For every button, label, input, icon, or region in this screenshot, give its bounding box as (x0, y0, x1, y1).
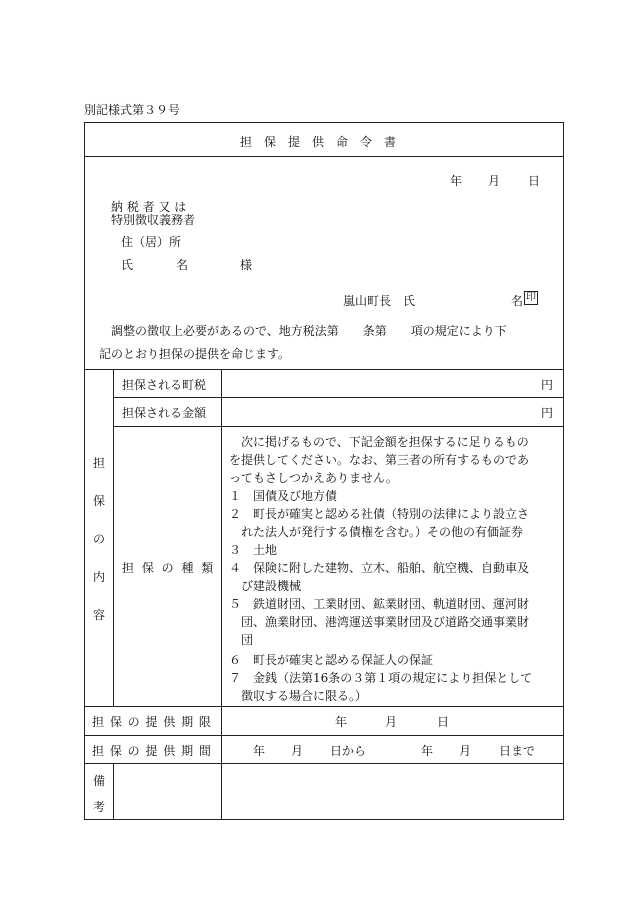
honorific: 様 (240, 258, 253, 272)
name-label: 氏 (121, 258, 134, 272)
collateral-line: 団、漁業財団、港湾運送事業財団及び道路交通事業財 (229, 615, 530, 629)
collateral-line: ６ 町長が確実と認める保証人の保証 (229, 653, 434, 667)
date-day: 日 (528, 174, 541, 188)
collateral-line: ３ 土地 (229, 543, 278, 557)
collateral-type-label: 担 保 の 種 類 (122, 561, 216, 575)
issuer-title: 嵐山町長 氏 (343, 294, 416, 308)
address-label: 住（居）所 (121, 235, 182, 249)
secured-tax-unit: 円 (541, 378, 554, 392)
period-month-1: 月 (291, 744, 304, 758)
remarks-label: 備 (92, 774, 105, 788)
body-line-1: 調整の徴収上必要があるので、地方税法第 条第 項の規定により下 (111, 324, 507, 338)
collateral-line: れた法人が発行する債権を含む。）その他の有価証券 (229, 525, 524, 539)
section-divider (113, 763, 114, 820)
recipient-line2: 特別徴収義務者 (111, 213, 196, 227)
section-label-char: 内 (92, 570, 105, 584)
collateral-line: ７ 金銭（法第16条の３第１項の規定により担保として (229, 671, 533, 685)
deadline-year: 年 (335, 715, 348, 729)
row-divider (84, 763, 564, 764)
row-divider (84, 706, 564, 707)
deadline-month: 月 (385, 715, 398, 729)
row-divider (84, 735, 564, 736)
name-label-2: 名 (176, 258, 189, 272)
secured-amount-unit: 円 (541, 406, 554, 420)
date-year: 年 (450, 174, 463, 188)
collateral-line: 徴収する場合に限る。） (229, 689, 368, 703)
deadline-day: 日 (437, 715, 450, 729)
label-divider (221, 369, 222, 820)
collateral-line: ってもさしつかえありません。 (229, 471, 398, 485)
section-label-char: 担 (92, 456, 105, 470)
collateral-line: ２ 町長が確実と認める社債（特別の法律により設立さ (229, 507, 530, 521)
row-divider (113, 426, 564, 427)
body-line-2: 記のとおり担保の提供を命じます。 (99, 347, 291, 361)
form-number: 別記様式第３９号 (84, 103, 181, 117)
recipient-line1: 納 税 者 又 は (111, 200, 187, 214)
period-year-2: 年 (421, 744, 434, 758)
collateral-line: １ 国債及び地方債 (229, 489, 338, 503)
seal-mark: 印 (526, 292, 536, 303)
remarks-label: 考 (92, 800, 105, 814)
section-divider (113, 369, 114, 706)
period-year-1: 年 (253, 744, 266, 758)
section-label-char: 保 (92, 494, 105, 508)
section-label-char: の (92, 532, 105, 546)
row-divider (113, 397, 564, 398)
date-month: 月 (488, 174, 501, 188)
period-day-2: 日まで (499, 744, 536, 758)
page-title: 担保提供命令書 (239, 135, 408, 149)
collateral-line: ５ 鉄道財団、工業財団、鉱業財団、軌道財団、運河財 (229, 597, 530, 611)
secured-amount-label: 担保される金額 (122, 406, 207, 420)
body-divider (84, 369, 564, 370)
period-day-1: 日から (330, 744, 367, 758)
collateral-line: ４ 保険に附した建物、立木、船舶、航空機、自動車及 (229, 561, 530, 575)
period-month-2: 月 (459, 744, 472, 758)
collateral-line: び建設機械 (229, 579, 302, 593)
issuer-name-suffix: 名 (511, 294, 524, 308)
secured-tax-label: 担保される町税 (122, 378, 207, 392)
section-label-char: 容 (92, 608, 105, 622)
title-divider (84, 156, 564, 157)
collateral-line: 次に掲げるもので、下記金額を担保するに足りるもの (229, 435, 529, 449)
collateral-line: を提供してください。なお、第三者の所有するものであ (229, 453, 530, 467)
deadline-label: 担 保 の 提 供 期 限 (92, 715, 212, 729)
collateral-line: 団 (229, 633, 254, 647)
period-label: 担 保 の 提 供 期 間 (92, 744, 212, 758)
